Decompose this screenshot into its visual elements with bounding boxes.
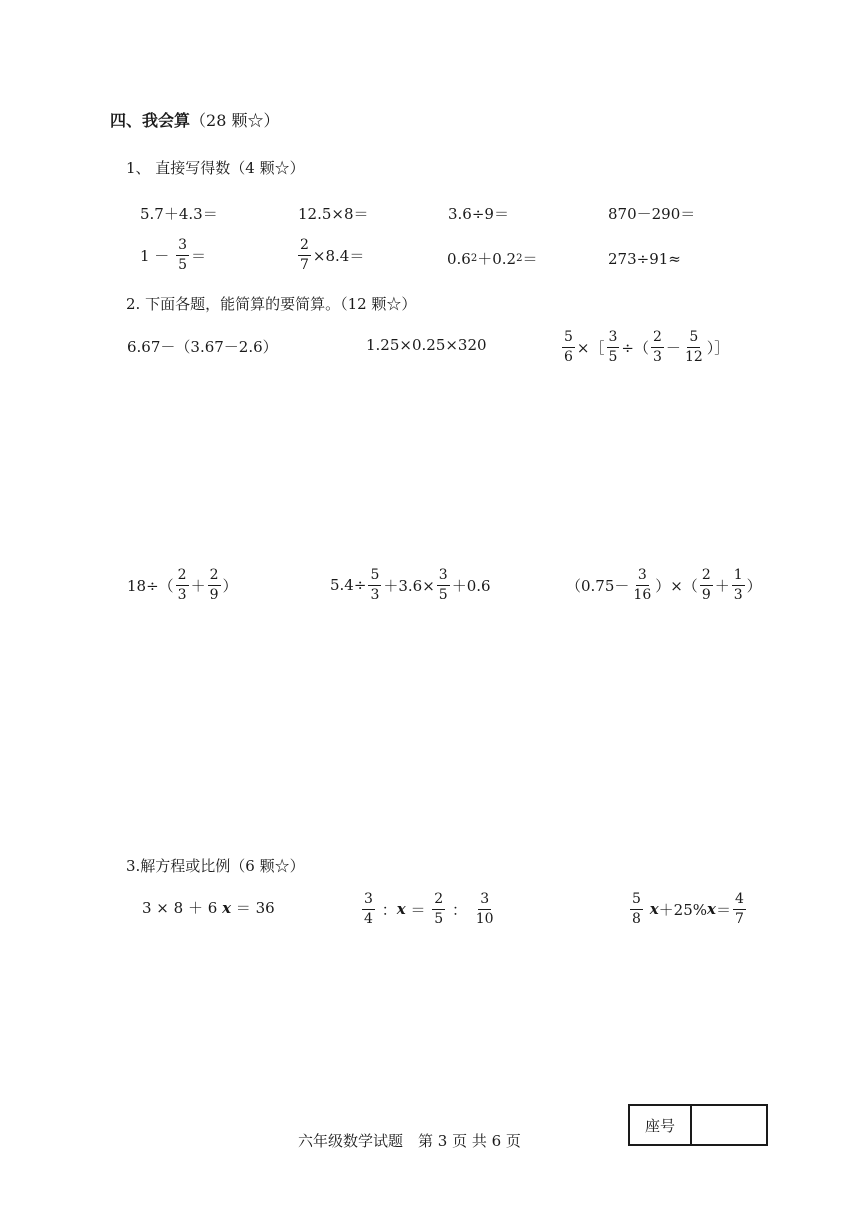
denominator: 4 <box>364 910 373 927</box>
fraction <box>432 892 445 926</box>
numerator: 1 <box>732 568 745 586</box>
fraction <box>176 238 189 272</box>
simplify-5 <box>330 568 491 602</box>
equation-3 <box>628 892 748 926</box>
operator: ） <box>746 576 762 595</box>
denominator: 3 <box>177 586 187 603</box>
numerator: 3 <box>478 892 491 910</box>
operator: ＋0.6 <box>451 576 491 595</box>
fraction <box>631 568 653 602</box>
denominator: 7 <box>300 256 309 273</box>
operator: 5.4÷ <box>330 576 367 595</box>
fraction <box>562 330 575 364</box>
numerator: 5 <box>368 568 381 586</box>
denominator: 7 <box>734 910 744 927</box>
mental-math-6 <box>296 238 364 272</box>
denominator: 10 <box>475 910 494 927</box>
simplify-4 <box>127 568 238 602</box>
fraction <box>683 330 705 364</box>
denominator: 12 <box>684 348 703 365</box>
denominator: 9 <box>701 586 711 603</box>
fraction <box>700 568 713 602</box>
numerator: 5 <box>687 330 700 348</box>
numerator: 2 <box>651 330 664 348</box>
denominator: 8 <box>632 910 641 927</box>
fraction <box>362 892 375 926</box>
numerator: 2 <box>176 568 189 586</box>
seat-number-box <box>628 1104 768 1146</box>
operator: ＝ 36 <box>235 899 275 917</box>
equation-2 <box>360 892 498 926</box>
operator: ×［ <box>576 338 605 357</box>
variable-x: x <box>222 898 232 917</box>
fraction <box>732 568 745 602</box>
numerator: 5 <box>562 330 575 348</box>
mental-math-3: 3.6÷9＝ <box>448 205 509 223</box>
variable-x: x <box>649 900 659 919</box>
section-title-note: （28 颗☆） <box>190 111 280 130</box>
page-footer: 六年级数学试题 第 3 页 共 6 页 <box>298 1132 521 1150</box>
operator: ： <box>451 900 467 919</box>
operator: 18÷（ <box>127 576 174 595</box>
mm7-c: ＋0.2 <box>477 250 517 268</box>
variable-x: x <box>707 900 716 919</box>
part2-heading: 2. 下面各题，能简算的要简算。（12 颗☆） <box>126 295 417 313</box>
mental-math-8: 273÷91≈ <box>608 250 681 268</box>
variable-x: x <box>396 900 406 919</box>
numerator: 2 <box>700 568 713 586</box>
numerator: 3 <box>636 568 649 586</box>
seat-number-label: 座号 <box>630 1106 692 1144</box>
numerator: 4 <box>733 892 746 910</box>
part3-heading: 3.解方程或比例（6 颗☆） <box>126 857 305 875</box>
mental-math-5 <box>140 238 206 272</box>
operator: ＋3.6× <box>383 576 435 595</box>
denominator: 3 <box>370 586 380 603</box>
denominator: 5 <box>178 256 188 273</box>
numerator: 3 <box>437 568 450 586</box>
mm7-f: ＝ <box>522 250 538 268</box>
mm7-exp2: 2 <box>516 253 523 264</box>
denominator: 3 <box>733 586 743 603</box>
operator: ＋ <box>714 576 730 595</box>
section-title-text: 四、我会算 <box>110 111 191 130</box>
mm5-pre: 1 － <box>140 246 170 265</box>
denominator: 16 <box>633 586 652 603</box>
denominator: 5 <box>434 910 444 927</box>
operator: ） <box>222 576 238 595</box>
fraction <box>733 892 746 926</box>
operator: ＋25% <box>658 900 707 919</box>
fraction <box>651 330 664 364</box>
operator: ）］ <box>706 338 730 357</box>
operator: ）×（ <box>655 576 698 595</box>
numerator: 3 <box>362 892 375 910</box>
denominator: 3 <box>653 348 662 365</box>
simplify-6 <box>566 568 762 602</box>
fraction <box>474 892 496 926</box>
mm7-exp1: 2 <box>470 253 478 264</box>
operator: ＋ <box>190 576 206 595</box>
part1-heading: 1、 直接写得数（4 颗☆） <box>126 159 305 177</box>
fraction <box>437 568 450 602</box>
operator: （0.75－ <box>566 576 630 595</box>
denominator: 5 <box>438 586 448 603</box>
fraction <box>630 892 643 926</box>
operator: ＝ <box>715 900 731 919</box>
simplify-1: 6.67－（3.67－2.6） <box>127 338 278 356</box>
fraction <box>298 238 311 272</box>
simplify-3 <box>560 330 729 364</box>
fraction <box>208 568 221 602</box>
fraction <box>607 330 620 364</box>
simplify-2: 1.25×0.25×320 <box>366 336 487 354</box>
mental-math-1: 5.7＋4.3＝ <box>140 205 218 223</box>
mental-math-7 <box>447 248 537 269</box>
mm5-post: ＝ <box>191 246 207 265</box>
numerator: 2 <box>298 238 311 256</box>
operator: － <box>665 338 681 357</box>
numerator: 5 <box>630 892 643 910</box>
denominator: 6 <box>564 348 573 365</box>
operator: ： <box>381 900 397 919</box>
operator: 3 × 8 ＋ 6 <box>142 899 218 917</box>
operator: ＝ <box>410 900 426 919</box>
mm7-a: 0.6 <box>447 249 471 268</box>
numerator: 3 <box>176 238 189 256</box>
section-title <box>110 108 279 131</box>
numerator: 2 <box>432 892 445 910</box>
denominator: 5 <box>608 348 618 365</box>
mental-math-4: 870－290＝ <box>608 205 696 223</box>
numerator: 3 <box>607 330 620 348</box>
mental-math-2: 12.5×8＝ <box>298 205 369 223</box>
fraction <box>368 568 381 602</box>
fraction <box>176 568 189 602</box>
denominator: 9 <box>209 586 219 603</box>
mm6-post: ×8.4＝ <box>312 246 365 265</box>
equation-1 <box>142 897 275 918</box>
seat-number-field[interactable] <box>692 1106 766 1144</box>
numerator: 2 <box>208 568 221 586</box>
operator: ÷（ <box>621 338 649 357</box>
